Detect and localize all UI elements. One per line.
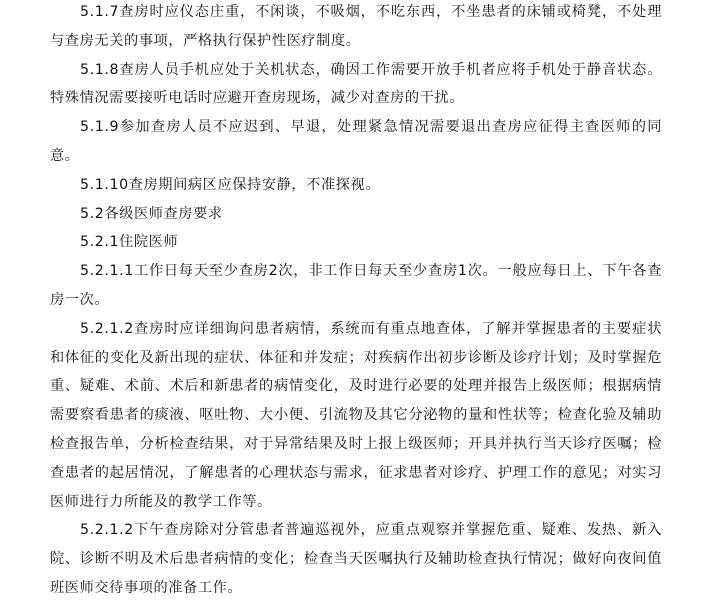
paragraph-5-1-9: 5.1.9参加查房人员不应迟到、早退，处理紧急情况需要退出查房应征得主查医师的同意。	[50, 119, 662, 164]
paragraph-5-2-1-1: 5.2.1.1工作日每天至少查房2次，非工作日每天至少查房1次。一般应每日上、下午各查房一次。	[50, 263, 662, 308]
subsection-heading-5-2-1: 5.2.1住院医师	[80, 234, 179, 251]
section-heading-5-2: 5.2各级医师查房要求	[80, 205, 223, 222]
paragraph-5-1-8: 5.1.8查房人员手机应处于关机状态，确因工作需要开放手机者应将手机处于静音状态。特殊情况需要接听电话时应避开查房现场，减少对查房的干扰。	[50, 61, 662, 107]
paragraph-5-2-1-2-afternoon: 5.2.1.2下午查房除对分管患者普遍巡视外，应重点观察并掌握危重、疑难、发热、新入院、诊断不明及术后患者病情的变化；检查当天医嘱执行及辅助检查执行情况；做好向夜间值班医师交待事项的准备工作。	[50, 522, 662, 596]
paragraph-5-1-10: 5.1.10查房期间病区应保持安静，不准探视。	[80, 176, 381, 193]
paragraph-5-2-1-2: 5.2.1.2查房时应详细询问患者病情，系统而有重点地查体，了解并掌握患者的主要症状和体征的变化及新出现的症状、体征和并发症；对疾病作出初步诊断及诊疗计划；及时掌握危重、疑难、术前、术后和新患者的病情变化，及时进行必要的处理并报告上级医师；根据病情需要察看患者的痰液、呕吐物、大小便、引流物及其它分泌物的量和性状等；检查化验及辅助检查报告单，分析检查结果，对于异常结果及时上报上级医师；开具并执行当天诊疗医嘱；检查患者的起居情况，了解患者的心理状态与需求，征求患者对诊疗、护理工作的意见；对实习医师进行力所能及的教学工作等。	[50, 320, 662, 510]
paragraph-5-1-7: 5.1.7查房时应仪态庄重，不闲谈，不吸烟，不吃东西，不坐患者的床铺或椅凳，不处理与查房无关的事项，严格执行保护性医疗制度。	[50, 4, 662, 49]
document-page	[50, 0, 662, 603]
